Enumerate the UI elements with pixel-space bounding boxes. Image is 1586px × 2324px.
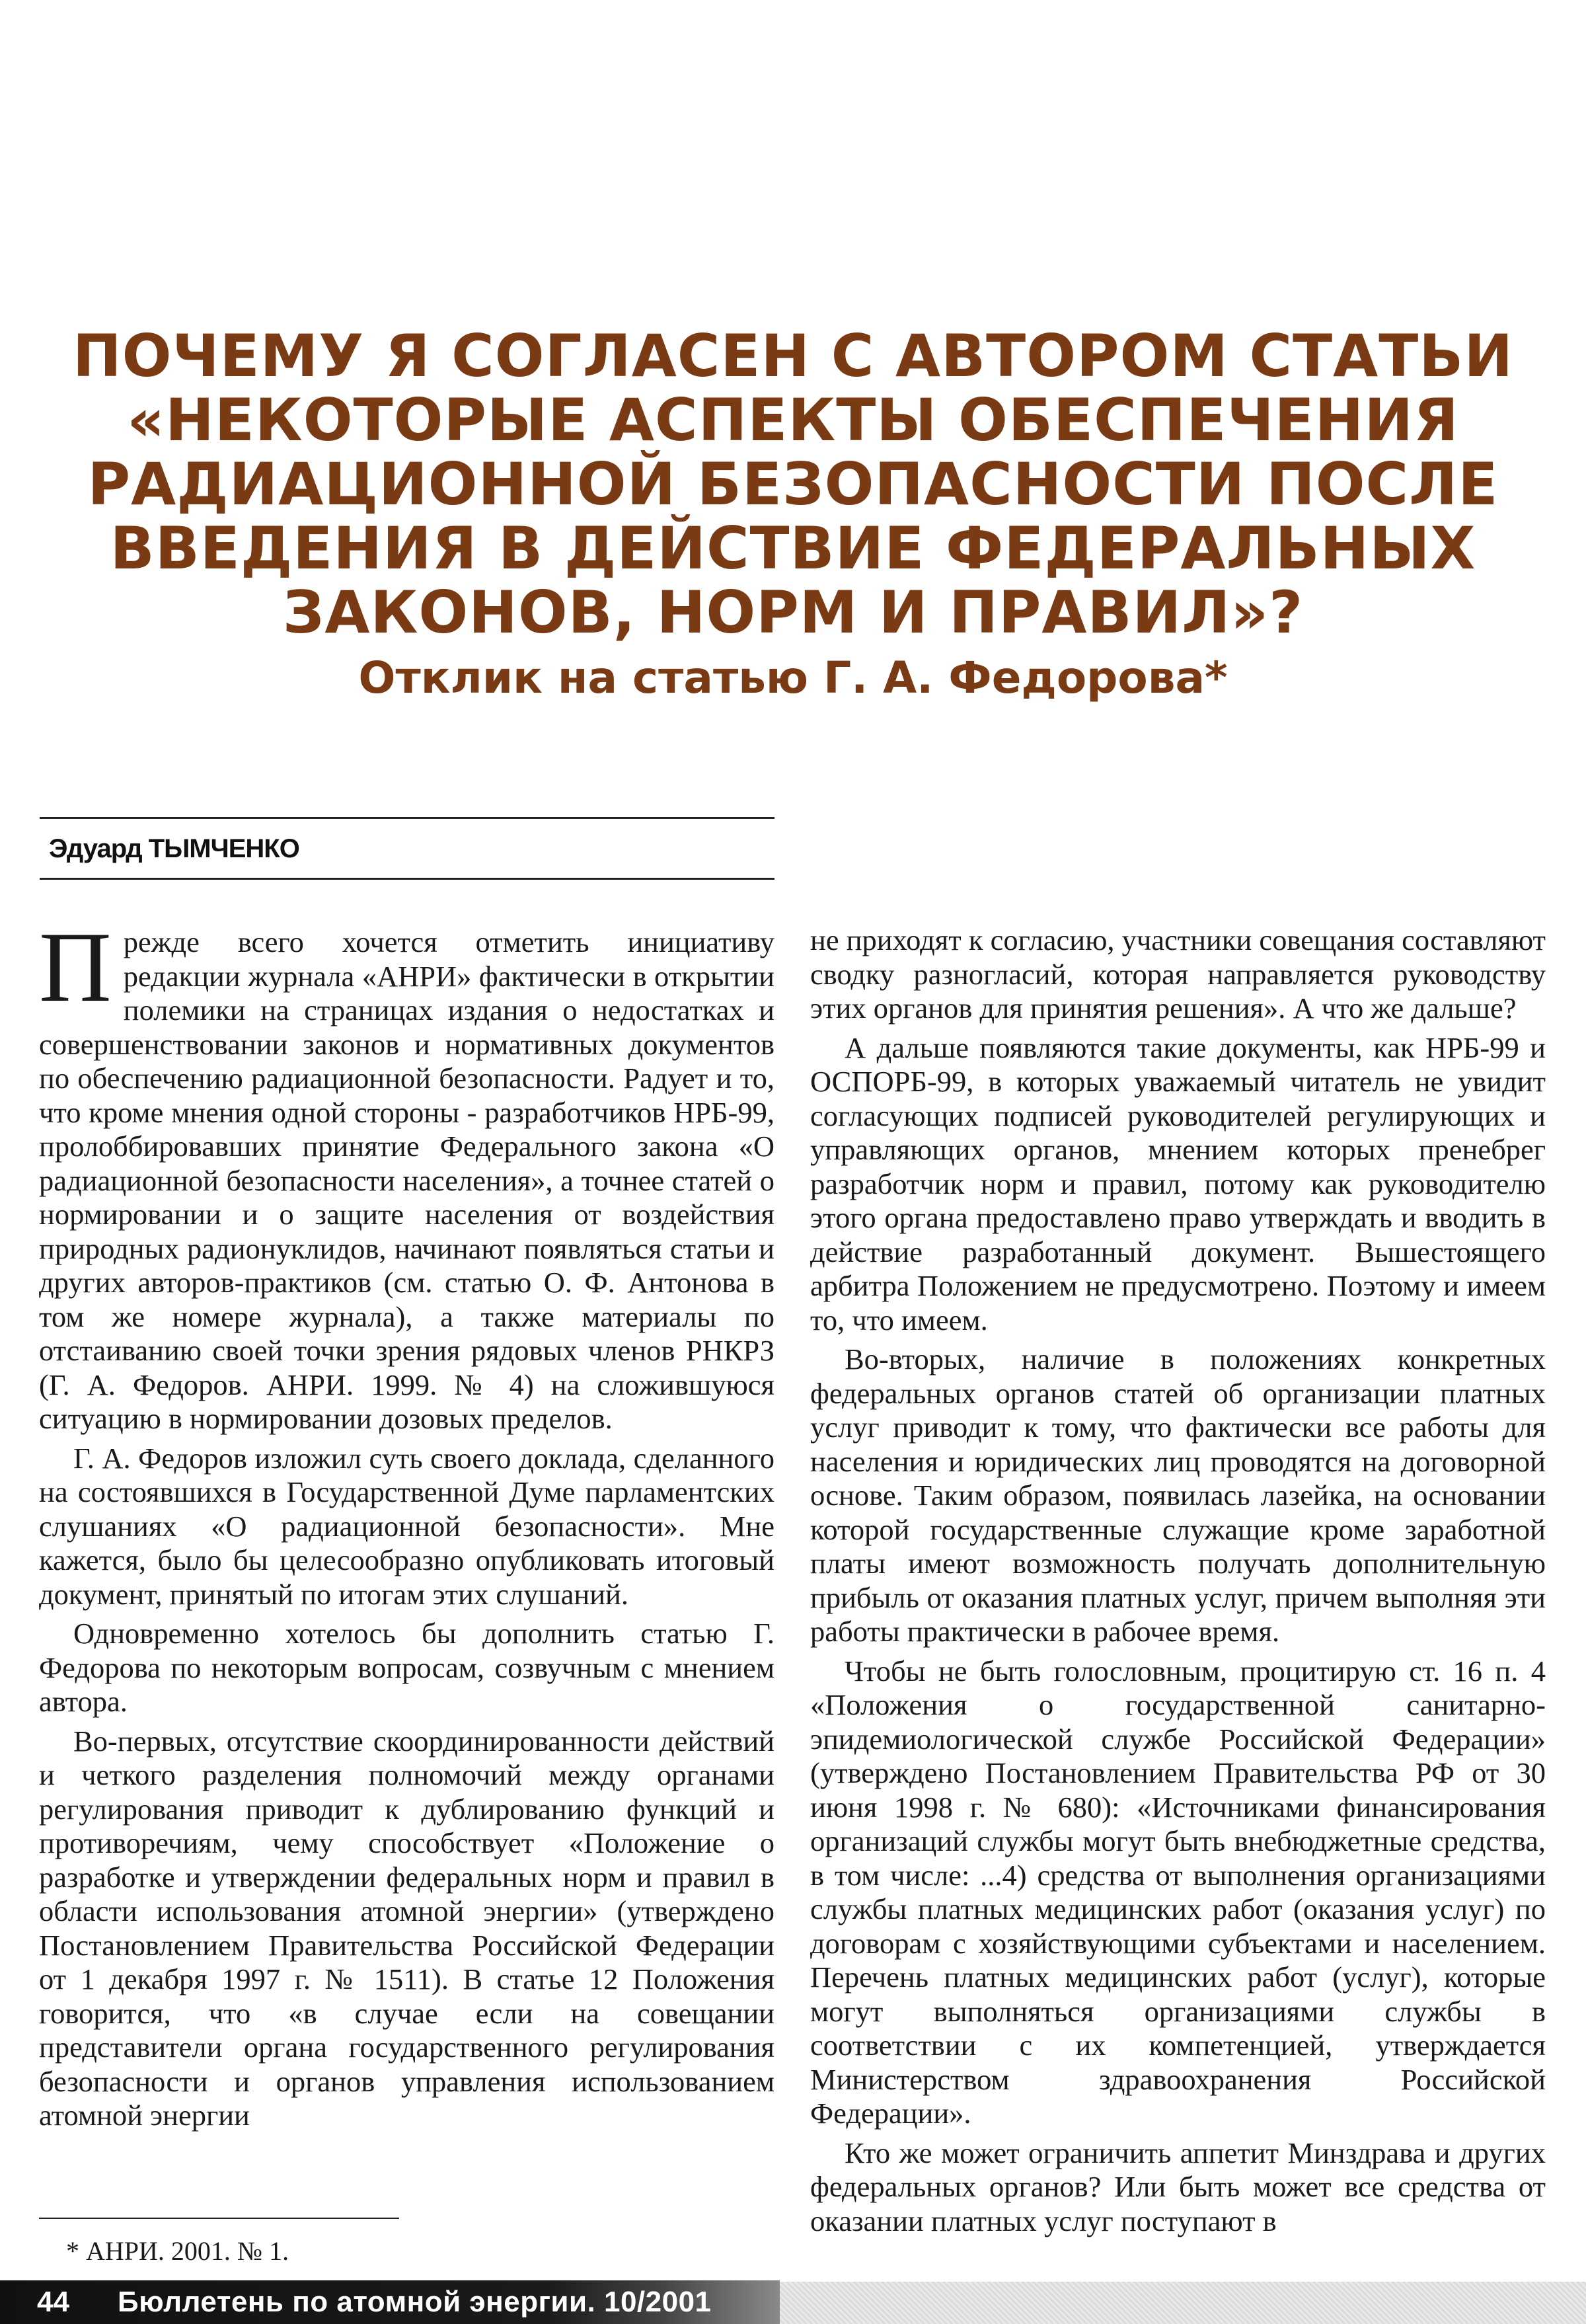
author-rule-bottom xyxy=(40,878,774,880)
title-line-1: ПОЧЕМУ Я СОГЛАСЕН С АВТОРОМ СТАТЬИ xyxy=(73,322,1513,390)
paragraph: Во-первых, отсутствие скоординированности действий и четкого разделения полномочий между органами регулирования приводит к дублированию функций и противоречиям, чему способствует «Положение о разработке и утверждении федеральных норм и правил в области использования атомной энергии» (утверждено Постановлением Правительства Российской Федерации от 1 декабря 1997 г. № 1511). В статье 12 Положения говорится, что «в случае если на совещании представители органа государственного регулирования безопасности и органов управления использованием атомной энергии xyxy=(39,1724,774,2132)
title-line-3: РАДИАЦИОННОЙ БЕЗОПАСНОСТИ ПОСЛЕ xyxy=(87,450,1499,518)
right-column xyxy=(810,923,1546,2238)
drop-cap: П xyxy=(39,911,112,1023)
title-line-2: «НЕКОТОРЫЕ АСПЕКТЫ ОБЕСПЕЧЕНИЯ xyxy=(127,386,1459,454)
paragraph: Г. А. Федоров изложил суть своего доклада, сделанного на состоявшихся в Государственной Думе парламентских слушаниях «О радиационной безопасности». Мне кажется, было бы целесообразно опубликовать итоговый документ, принятый по итогам этих слушаний. xyxy=(39,1441,774,1611)
paragraph: Одновременно хотелось бы дополнить статью Г. Федорова по некоторым вопросам, созвучным с мнением автора. xyxy=(39,1617,774,1718)
journal-name: Бюллетень по атомной энергии. 10/2001 xyxy=(118,2286,712,2318)
footnote-rule xyxy=(39,2218,399,2219)
footnote: * АНРИ. 2001. № 1. xyxy=(66,2236,289,2266)
paragraph: не приходят к согласию, участники совещания составляют сводку разногласий, которая направляется руководству этих органов для принятия решения». А что же дальше? xyxy=(810,923,1546,1025)
title-line-5: ЗАКОНОВ, НОРМ И ПРАВИЛ»? xyxy=(282,578,1304,646)
author-rule-top xyxy=(40,817,774,819)
footer-band-texture xyxy=(780,2282,1586,2324)
paragraph: Чтобы не быть голословным, процитирую ст. 16 п. 4 «Положения о государственной санитарно-эпидемиологической службе Российской Федерации» (утверждено Постановлением Правительства РФ от 30 июня 1998 г. № 680): «Источниками финансирования организаций службы могут быть внебюджетные средства, в том числе: ...4) средства от выполнения организациями службы платных медицинских работ (оказания услуг) по договорам с хозяйствующими субъектами и населением. Перечень платных медицинских работ (услуг), которые могут выполняться организациями службы в соответствии с их компетенцией, утверждается Министерством здравоохранения Российской Федерации». xyxy=(810,1654,1546,2130)
article-title xyxy=(66,324,1520,708)
author-name: Эдуард ТЫМЧЕНКО xyxy=(49,834,299,863)
paragraph: Во-вторых, наличие в положениях конкретных федеральных органов статей об организации платных услуг приводит к тому, что фактически все работы для населения и юридических лиц проводятся на договорной основе. Таким образом, появилась лазейка, на основании которой государственные служащие кроме заработной платы имеют возможность получать дополнительную прибыль от оказания платных услуг, причем выполняя эти работы практически в рабочее время. xyxy=(810,1342,1546,1648)
article-subtitle: Отклик на статью Г. А. Федорова* xyxy=(358,652,1228,703)
paragraph xyxy=(39,911,774,1436)
title-line-4: ВВЕДЕНИЯ В ДЕЙСТВИЕ ФЕДЕРАЛЬНЫХ xyxy=(110,514,1476,582)
page-number: 44 xyxy=(37,2286,69,2318)
paragraph: Кто же может ограничить аппетит Минздрава и других федеральных органов? Или быть может все средства от оказании платных услуг поступают в xyxy=(810,2136,1546,2237)
paragraph: А дальше появляются такие документы, как НРБ-99 и ОСПОРБ-99, в которых уважаемый читатель не увидит согласующих подписей руководителей регулирующих и управляющих органов, мнением которых пренебрег разработчик норм и правил, потому как руководителю этого органа предоставлено право утверждать и вводить в действие разработанный документ. Вышестоящего арбитра Положением не предусмотрено. Поэтому и имеем то, что имеем. xyxy=(810,1030,1546,1336)
paragraph-text: режде всего хочется отметить инициативу редакции журнала «АНРИ» фактически в открытии полемики на страницах издания о недостатках и совершенствовании законов и нормативных документов по обеспечению радиационной безопасности. Радует и то, что кроме мнения одной стороны - разработчиков НРБ-99, пролоббировавших принятие Федерального закона «О радиационной безопасности населения», а точнее статей о нормировании и о защите населения от воздействия природных радионуклидов, начинают появляться статьи и других авторов-практиков (см. статью О. Ф. Антонова в том же номере журнала), а также материалы по отстаиванию своей точки зрения рядовых членов РНКРЗ (Г. А. Федоров. АНРИ. 1999. № 4) на сложившуюся ситуацию в нормировании дозовых пределов. xyxy=(39,925,774,1435)
left-column xyxy=(39,911,774,2133)
